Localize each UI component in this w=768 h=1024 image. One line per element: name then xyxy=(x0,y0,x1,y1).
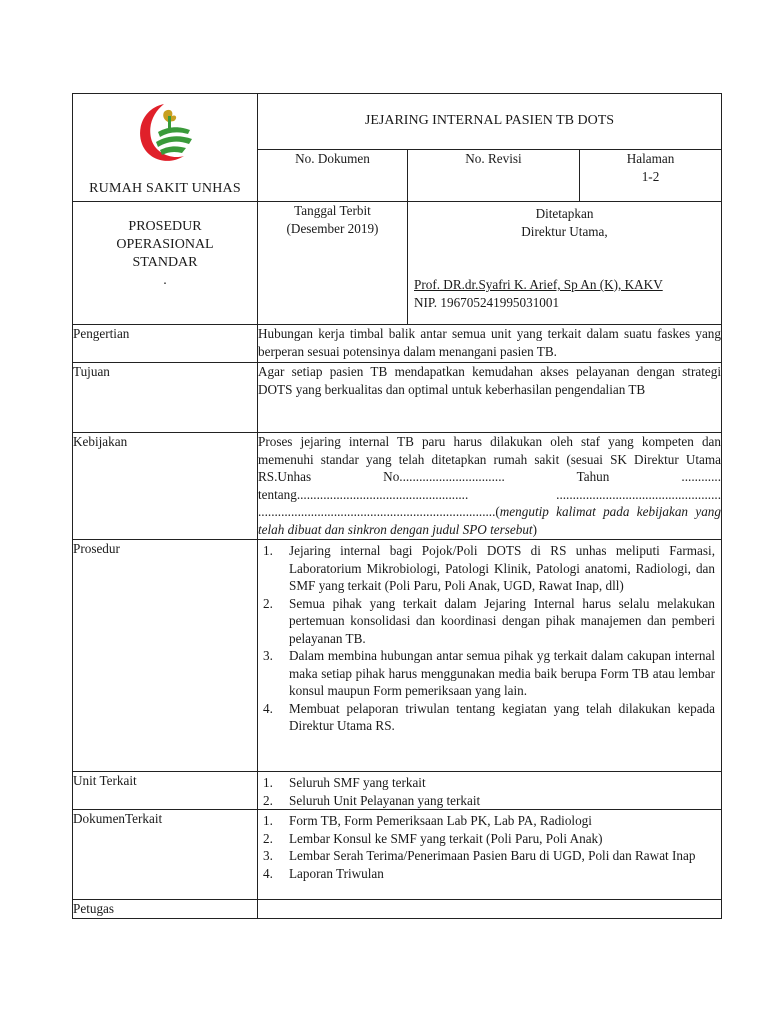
list-item: 3. Dalam membina hubungan antar semua pihak yg terkait dalam cakupan internal maka setiap pihak harus menggunakan media baik berupa Form TB atau lembar konsul maupun Form pemeriksaan yang lain. xyxy=(263,648,715,698)
halaman-label: Halaman xyxy=(626,151,675,166)
unit-list xyxy=(258,774,721,809)
list-item: 2. Semua pihak yang terkait dalam Jejaring Internal harus selalu melakukan pertemuan konsolidasi dan koordinasi dengan pihak manajemen dan pemberi pelayanan TB. xyxy=(263,595,715,646)
dokumen-label: DokumenTerkait xyxy=(73,810,258,900)
ditetapkan-by: Direktur Utama, xyxy=(521,223,608,239)
kebijakan-italic: mengutip kalimat pada kebijakan yang telah dibuat dan sinkron dengan judul SPO tersebut xyxy=(258,504,721,537)
prosedur-cell xyxy=(258,540,722,772)
spo-line-2: OPERASIONAL xyxy=(116,237,214,252)
petugas-label: Petugas xyxy=(73,900,258,919)
signer-nip: NIP. 196705241995031001 xyxy=(414,294,560,310)
list-item: 3. Lembar Serah Terima/Penerimaan Pasien Baru di UGD, Poli dan Rawat Inap xyxy=(263,848,696,863)
spo-dot: . xyxy=(163,273,167,288)
prosedur-label: Prosedur xyxy=(73,540,258,772)
kebijakan-close: ) xyxy=(532,521,537,537)
pengertian-label: Pengertian xyxy=(73,325,258,363)
halaman-cell xyxy=(580,150,722,202)
tujuan-text: Agar setiap pasien TB mendapatkan kemudahan akses pelayanan dengan strategi DOTS yang berkualitas dan optimal untuk keberhasilan pengendalian TB xyxy=(258,363,722,433)
spo-line-1: PROSEDUR xyxy=(128,219,202,234)
hospital-name: RUMAH SAKIT UNHAS xyxy=(89,181,241,196)
list-item: 4. Laporan Triwulan xyxy=(263,865,384,881)
signer-name: Prof. DR.dr.Syafri K. Arief, Sp An (K), KAKV xyxy=(414,277,663,292)
hospital-logo-icon xyxy=(134,100,196,170)
pengertian-text: Hubungan kerja timbal balik antar semua unit yang terkait dalam suatu faskes yang berperan sesuai potensinya dalam menangani pasien TB. xyxy=(258,325,722,363)
tujuan-label: Tujuan xyxy=(73,363,258,433)
no-revisi-cell xyxy=(408,150,580,202)
list-item: 2. Lembar Konsul ke SMF yang terkait (Poli Paru, Poli Anak) xyxy=(263,830,603,846)
dokumen-list xyxy=(258,812,721,882)
doc-title-cell xyxy=(258,94,722,150)
list-item: 1. Jejaring internal bagi Pojok/Poli DOTS di RS unhas meliputi Farmasi, Laboratorium Mikrobiologi, Patologi Klinik, Patologi anatomi, Radiologi, dan SMF yang terkait (Poli Paru, Poli Anak, UGD, Rawat Inap, dll) xyxy=(263,543,715,593)
ditetapkan-label: Ditetapkan xyxy=(535,206,594,221)
list-item: 1. Seluruh SMF yang terkait xyxy=(263,775,426,790)
tanggal-value: (Desember 2019) xyxy=(286,220,379,236)
list-item: 4. Membuat pelaporan triwulan tentang kegiatan yang telah dilakukan kepada Direktur Utama RS. xyxy=(263,700,715,733)
list-item: 1. Form TB, Form Pemeriksaan Lab PK, Lab PA, Radiologi xyxy=(263,813,592,828)
halaman-value: 1-2 xyxy=(641,168,660,184)
spo-label-cell xyxy=(73,202,258,325)
doc-title: JEJARING INTERNAL PASIEN TB DOTS xyxy=(364,113,615,128)
no-revisi-label: No. Revisi xyxy=(465,151,522,166)
tanggal-cell xyxy=(258,202,408,325)
tanggal-label: Tanggal Terbit xyxy=(294,203,371,218)
dokumen-cell xyxy=(258,810,722,900)
unit-cell xyxy=(258,772,722,810)
unit-label: Unit Terkait xyxy=(73,772,258,810)
spo-table xyxy=(72,93,722,919)
prosedur-list xyxy=(258,542,721,735)
list-item: 2. Seluruh Unit Pelayanan yang terkait xyxy=(263,792,481,808)
no-dokumen-label: No. Dokumen xyxy=(295,151,370,166)
kebijakan-text: Proses jejaring internal TB paru harus dilakukan oleh staf yang kompeten dan memenuhi standar yang telah ditetapkan rumah sakit (sesuai SK Direktur Utama RS.Unhas No................................ Tahun ............ tentang.................................................... .................................................. ........................................................................( xyxy=(258,434,721,519)
logo-cell xyxy=(73,94,258,202)
no-dokumen-cell xyxy=(258,150,408,202)
kebijakan-cell xyxy=(258,433,722,540)
ditetapkan-cell xyxy=(408,202,722,325)
spo-line-3: STANDAR xyxy=(132,255,198,270)
petugas-text xyxy=(258,900,722,919)
kebijakan-label: Kebijakan xyxy=(73,433,258,540)
